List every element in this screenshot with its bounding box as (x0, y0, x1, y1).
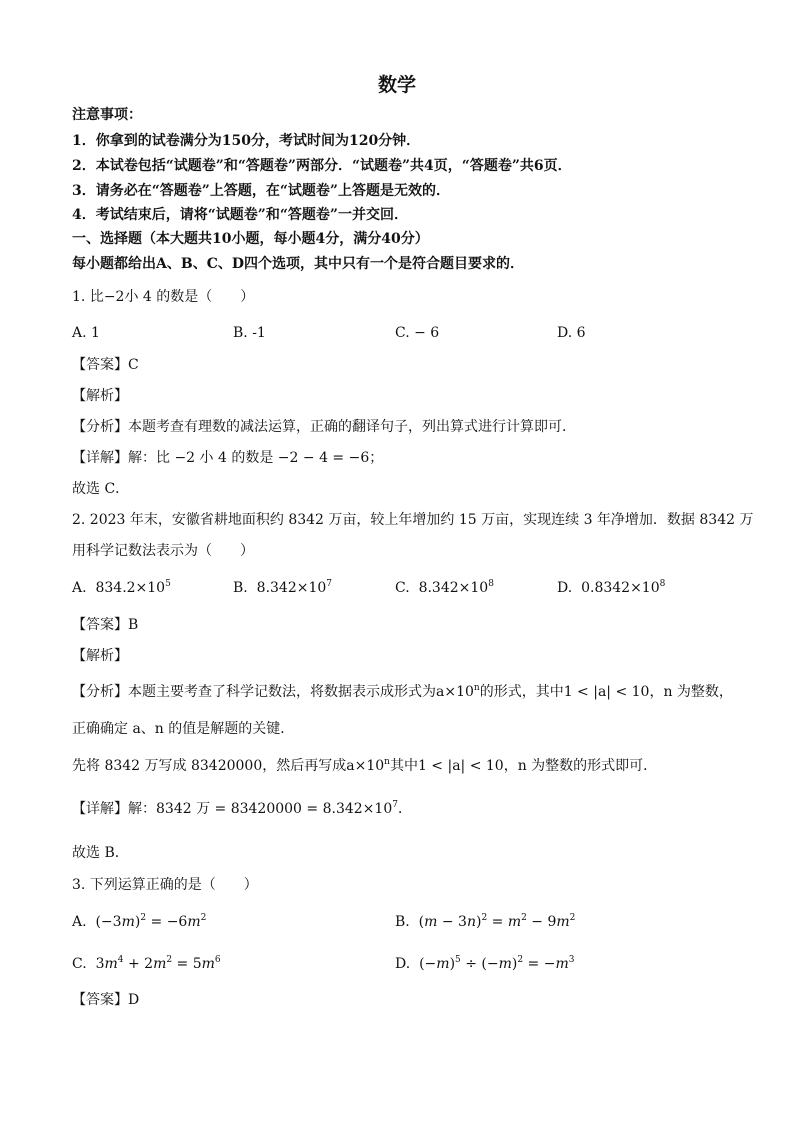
page-title: 数学 (377, 74, 416, 96)
q1-option-a: A. 1 (72, 325, 100, 341)
question-3-stem: 3. 下列运算正确的是（ ） (72, 877, 258, 893)
section-instruction: 每小题都给出A、B、C、D四个选项，其中只有一个是符合题目要求的． (72, 256, 524, 272)
q1-analysis: 【分析】本题考查有理数的减法运算，正确的翻译句子，列出算式进行计算即可． (72, 419, 576, 435)
question-1-stem: 1. 比−2小 4 的数是（ ） (72, 289, 255, 305)
q1-answer: 【答案】C (72, 357, 139, 373)
q3-answer: 【答案】D (72, 992, 140, 1008)
notice-item: 3．请务必在“答题卷”上答题，在“试题卷”上答题是无效的． (72, 183, 450, 199)
q1-option-c: C. − 6 (395, 325, 440, 341)
q2-option-b: B. $8.342\times 10^7$ (233, 579, 333, 596)
q2-option-a: A. $834.2\times 10^5$ (72, 579, 171, 596)
math-expression: −2 (103, 289, 125, 305)
q1-option-b: B. -1 (233, 325, 266, 341)
notice-item: 1．你拿到的试卷满分为150分，考试时间为120分钟． (72, 133, 421, 149)
question-2-stem: 2. 2023 年末，安徽省耕地面积约 8342 万亩，较上年增加约 15 万亩，实现连续 3 年净增加．数据 8342 万 (72, 512, 754, 528)
q3-option-c: C. $3m^4 + 2m^2 = 5m^6$ (72, 955, 221, 972)
q2-analysis: 【分析】本题主要考查了科学记数法，将数据表示成形式为$a\times 10^n$的形式，其中1 < |a| < 10，n 为整数， (72, 683, 733, 700)
q1-analysis-label: 【解析】 (72, 388, 128, 404)
q3-option-d: D. $(-m)^5 \div (-m)^2 = -m^3$ (395, 955, 575, 972)
q3-option-b: B. $(m - 3n)^2 = m^2 - 9m^2$ (395, 913, 576, 930)
q2-step: 先将 8342 万写成 83420000，然后再写成$a\times 10^n$其中1 < |a| < 10，n 为整数的形式即可． (72, 757, 658, 774)
q1-detail: 【详解】解：比 −2 小 4 的数是 −2 − 4 = −6； (72, 450, 384, 466)
notice-item: 2．本试卷包括“试题卷”和“答题卷”两部分．“试题卷”共4页，“答题卷”共6页． (72, 158, 572, 174)
notice-heading: 注意事项： (72, 107, 142, 123)
q2-option-c: C. $8.342\times 10^8$ (395, 579, 494, 596)
q2-analysis: 正确确定 a、n 的值是解题的关键． (72, 721, 295, 737)
q1-option-d: D. 6 (557, 325, 586, 341)
q2-detail: 【详解】解：8342 万 = $83420000 = 8.342\times 10^7$． (72, 800, 412, 817)
q2-conclusion: 故选 B． (72, 845, 129, 861)
q2-option-d: D. $0.8342\times 10^8$ (557, 579, 666, 596)
q2-analysis-label: 【解析】 (72, 648, 128, 664)
q2-answer: 【答案】B (72, 617, 139, 633)
notice-item: 4．考试结束后，请将“试题卷”和“答题卷”一并交回． (72, 207, 408, 223)
section-heading: 一、选择题（本大题共10小题，每小题4分，满分40分） (72, 231, 429, 247)
q1-conclusion: 故选 C． (72, 481, 130, 497)
q3-option-a: A. $(-3m)^2 = -6m^2$ (72, 913, 207, 930)
question-2-stem: 用科学记数法表示为（ ） (72, 543, 254, 559)
